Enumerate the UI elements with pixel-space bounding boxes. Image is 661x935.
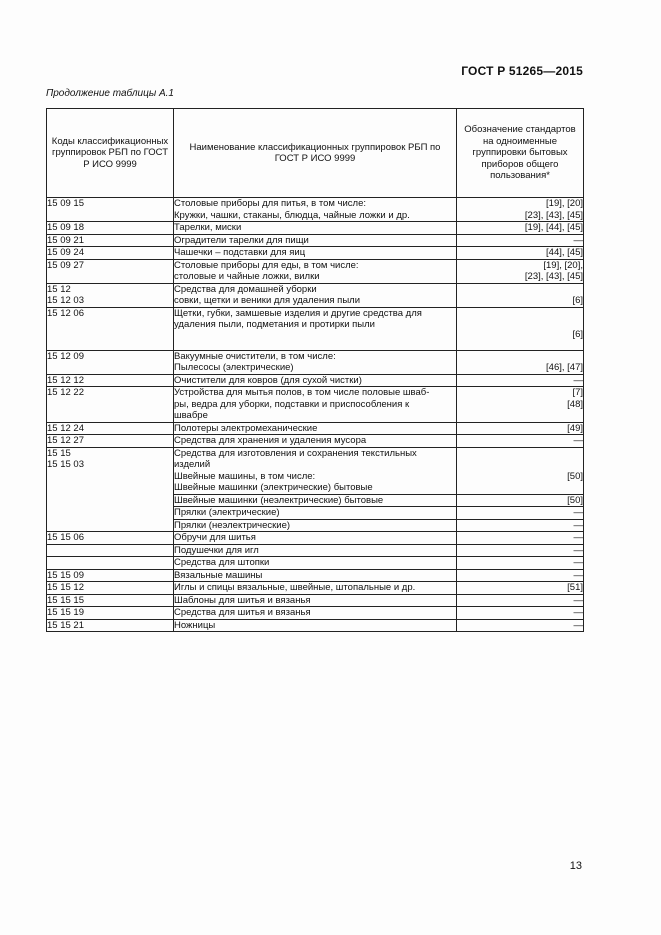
std-line: [19], [20], [543,259,583,271]
standard-cell [457,619,584,632]
std-line: — [573,234,583,246]
std-line [457,459,583,471]
std-line: [6] [572,295,583,306]
table-row [47,387,584,423]
table-row [47,532,584,545]
code-line: 15 12 27 [47,435,84,446]
name-line: Швейные машины, в том числе: [174,470,316,482]
name-cell [174,374,457,387]
name-line: Очистители для ковров (для сухой чистки) [174,374,362,386]
table-row [47,557,584,570]
name-line: изделий [174,459,211,470]
table-row [47,582,584,595]
name-line: Кружки, чашки, стаканы, блюдца, чайные ложки и др. [174,209,410,221]
name-cell [174,507,457,520]
std-line [457,284,583,296]
code-cell [47,198,174,222]
standard-cell [457,422,584,435]
name-line: Средства для хранения и удаления мусора [174,435,367,446]
document-number: ГОСТ Р 51265—2015 [461,64,583,78]
name-cell [174,247,457,260]
standard-cell [457,387,584,423]
code-line [47,545,173,557]
name-cell [174,435,457,448]
code-line: 15 09 18 [47,222,84,233]
name-line: Средства для шитья и вязанья [174,607,311,618]
standard-cell [457,532,584,545]
std-line: — [573,507,583,518]
code-line: 15 15 12 [47,582,84,593]
code-cell [47,374,174,387]
code-line: 15 12 12 [47,374,84,386]
standard-cell [457,307,584,350]
table-row [47,519,584,532]
code-line: 15 15 06 [47,532,84,543]
name-line: Прялки (неэлектрические) [174,519,291,531]
standard-cell [457,569,584,582]
name-cell [174,557,457,570]
name-line: Столовые приборы для питья, в том числе: [174,198,367,209]
standard-cell [457,607,584,620]
standard-cell [457,557,584,570]
table-row [47,594,584,607]
name-cell [174,607,457,620]
standard-cell [457,247,584,260]
name-cell [174,532,457,545]
code-cell [47,387,174,423]
table-row [47,435,584,448]
table-row [47,374,584,387]
std-line: [49] [567,422,583,434]
code-line: 15 12 09 [47,350,84,362]
name-line: швабре [174,410,208,421]
classification-table [46,108,584,632]
code-line: 15 12 [47,283,71,295]
name-cell [174,582,457,595]
name-line: совки, щетки и веники для удаления пыли [174,295,361,306]
standard-cell [457,259,584,283]
name-cell [174,307,457,350]
std-line: — [573,519,583,531]
name-cell [174,569,457,582]
code-line: 15 12 24 [47,422,84,434]
standard-cell [457,234,584,247]
code-cell [47,594,174,607]
std-line [457,482,583,494]
code-cell [47,544,174,557]
name-cell [174,283,457,307]
name-cell [174,447,457,494]
table-row [47,447,584,494]
table-row [47,307,584,350]
std-line: — [573,544,583,556]
header-standards: Обозначение стандартов на одноименные группировки бытовых приборов общего пользования* [457,109,584,198]
name-line: столовые и чайные ложки, вилки [174,271,320,282]
std-line: [51] [567,582,583,593]
table-body [47,198,584,632]
standard-cell [457,350,584,374]
code-cell [47,557,174,570]
table-row [47,222,584,235]
std-line: [23], [43], [45] [524,271,583,282]
standard-cell [457,507,584,520]
name-line: Оградители тарелки для пищи [174,234,309,246]
header-codes: Коды классификационных группировок РБП по ГОСТ Р ИСО 9999 [47,109,174,198]
name-line: Пылесосы (электрические) [174,362,294,373]
std-line: [50] [567,470,583,482]
standard-cell [457,594,584,607]
code-line [47,519,173,531]
header-names: Наименование классификационных группировок РБП по ГОСТ Р ИСО 9999 [174,109,457,198]
code-cell [47,619,174,632]
table-row [47,247,584,260]
code-cell [47,607,174,620]
code-cell [47,494,174,507]
code-line [47,494,173,506]
name-line: Прялки (электрические) [174,507,280,518]
standard-cell [457,582,584,595]
standard-cell [457,283,584,307]
std-line: — [573,607,583,618]
table-row [47,259,584,283]
std-line: [44], [45] [546,247,583,258]
standard-cell [457,435,584,448]
name-cell [174,198,457,222]
std-line: [50] [567,494,583,506]
std-line: [46], [47] [546,362,583,373]
name-line: Швейные машинки (электрические) бытовые [174,482,373,493]
name-line: Иглы и спицы вязальные, швейные, штопальные и др. [174,582,416,593]
name-line: Средства для изготовления и сохранения текстильных [174,447,417,459]
name-line: Столовые приборы для еды, в том числе: [174,259,359,271]
name-line: удаления пыли, подметания и протирки пыли [174,319,375,330]
code-line: 15 15 19 [47,607,84,618]
std-line: — [573,374,583,386]
name-cell [174,259,457,283]
code-line: 15 15 [47,447,71,459]
code-cell [47,582,174,595]
table-row [47,350,584,374]
table-row [47,607,584,620]
std-line: — [573,435,583,446]
code-line: 15 09 21 [47,234,84,246]
name-cell [174,387,457,423]
name-line: Вязальные машины [174,569,263,581]
name-line: Обручи для шитья [174,532,256,543]
name-cell [174,222,457,235]
code-cell [47,569,174,582]
table-row [47,544,584,557]
standard-cell [457,374,584,387]
table-row [47,198,584,222]
std-line: [19], [44], [45] [524,222,583,233]
code-line: 15 15 09 [47,569,84,581]
code-line: 15 09 15 [47,198,84,209]
std-line [457,351,583,363]
name-line: Подушечки для игл [174,544,259,556]
table-row [47,619,584,632]
code-line: 15 15 15 [47,594,84,606]
name-cell [174,234,457,247]
std-line: — [573,532,583,543]
standard-cell [457,544,584,557]
table-row [47,494,584,507]
page-number: 13 [569,860,582,872]
standard-cell [457,494,584,507]
code-cell [47,350,174,374]
code-line: 15 12 22 [47,387,84,398]
table-row [47,507,584,520]
name-cell [174,544,457,557]
code-cell [47,447,174,494]
table-row [47,422,584,435]
standard-cell [457,519,584,532]
name-cell [174,350,457,374]
name-line: Средства для штопки [174,557,270,568]
standard-cell [457,198,584,222]
std-line: [7] [572,387,583,398]
name-cell [174,422,457,435]
code-line: 15 15 03 [47,459,84,470]
name-line: Вакуумные очистители, в том числе: [174,350,336,362]
std-line: [23], [43], [45] [524,209,583,221]
name-cell [174,619,457,632]
std-line: — [573,594,583,606]
name-line: ры, ведра для уборки, подставки и приспособления к [174,398,410,410]
std-line: — [573,619,583,631]
name-cell [174,594,457,607]
code-line: 15 12 03 [47,295,84,306]
standard-cell [457,222,584,235]
name-cell [174,519,457,532]
std-line: [48] [567,398,583,410]
code-cell [47,532,174,545]
name-line: Полотеры электромеханические [174,422,318,434]
std-line: — [573,557,583,568]
code-cell [47,422,174,435]
code-cell [47,222,174,235]
code-cell [47,283,174,307]
code-cell [47,259,174,283]
name-line: Устройства для мытья полов, в том числе половые шваб- [174,387,430,398]
code-line: 15 15 21 [47,619,84,631]
code-line: 15 09 27 [47,259,84,271]
table-header-row [47,109,584,198]
name-line: Средства для домашней уборки [174,283,317,295]
table-row [47,283,584,307]
table-row [47,234,584,247]
name-line: Ножницы [174,619,216,631]
code-cell [47,234,174,247]
code-line: 15 09 24 [47,247,84,258]
std-line [457,448,583,460]
name-line: Щетки, губки, замшевые изделия и другие средства для [174,307,422,319]
code-cell [47,307,174,350]
code-cell [47,435,174,448]
name-line: Тарелки, миски [174,222,242,233]
standard-cell [457,447,584,494]
std-line: [19], [20] [546,198,583,209]
table-caption: Продолжение таблицы А.1 [46,88,174,99]
name-line: Чашечки – подставки для яиц [174,247,306,258]
code-line [47,507,173,519]
code-cell [47,247,174,260]
name-line: Шаблоны для шитья и вязанья [174,594,311,606]
std-line [457,317,583,329]
code-line [47,557,173,569]
name-line: Швейные машинки (неэлектрические) бытовые [174,494,384,506]
std-line: — [573,569,583,581]
name-cell [174,494,457,507]
code-cell [47,507,174,520]
std-line: [6] [572,328,583,340]
code-cell [47,519,174,532]
table-row [47,569,584,582]
code-line: 15 12 06 [47,307,84,319]
